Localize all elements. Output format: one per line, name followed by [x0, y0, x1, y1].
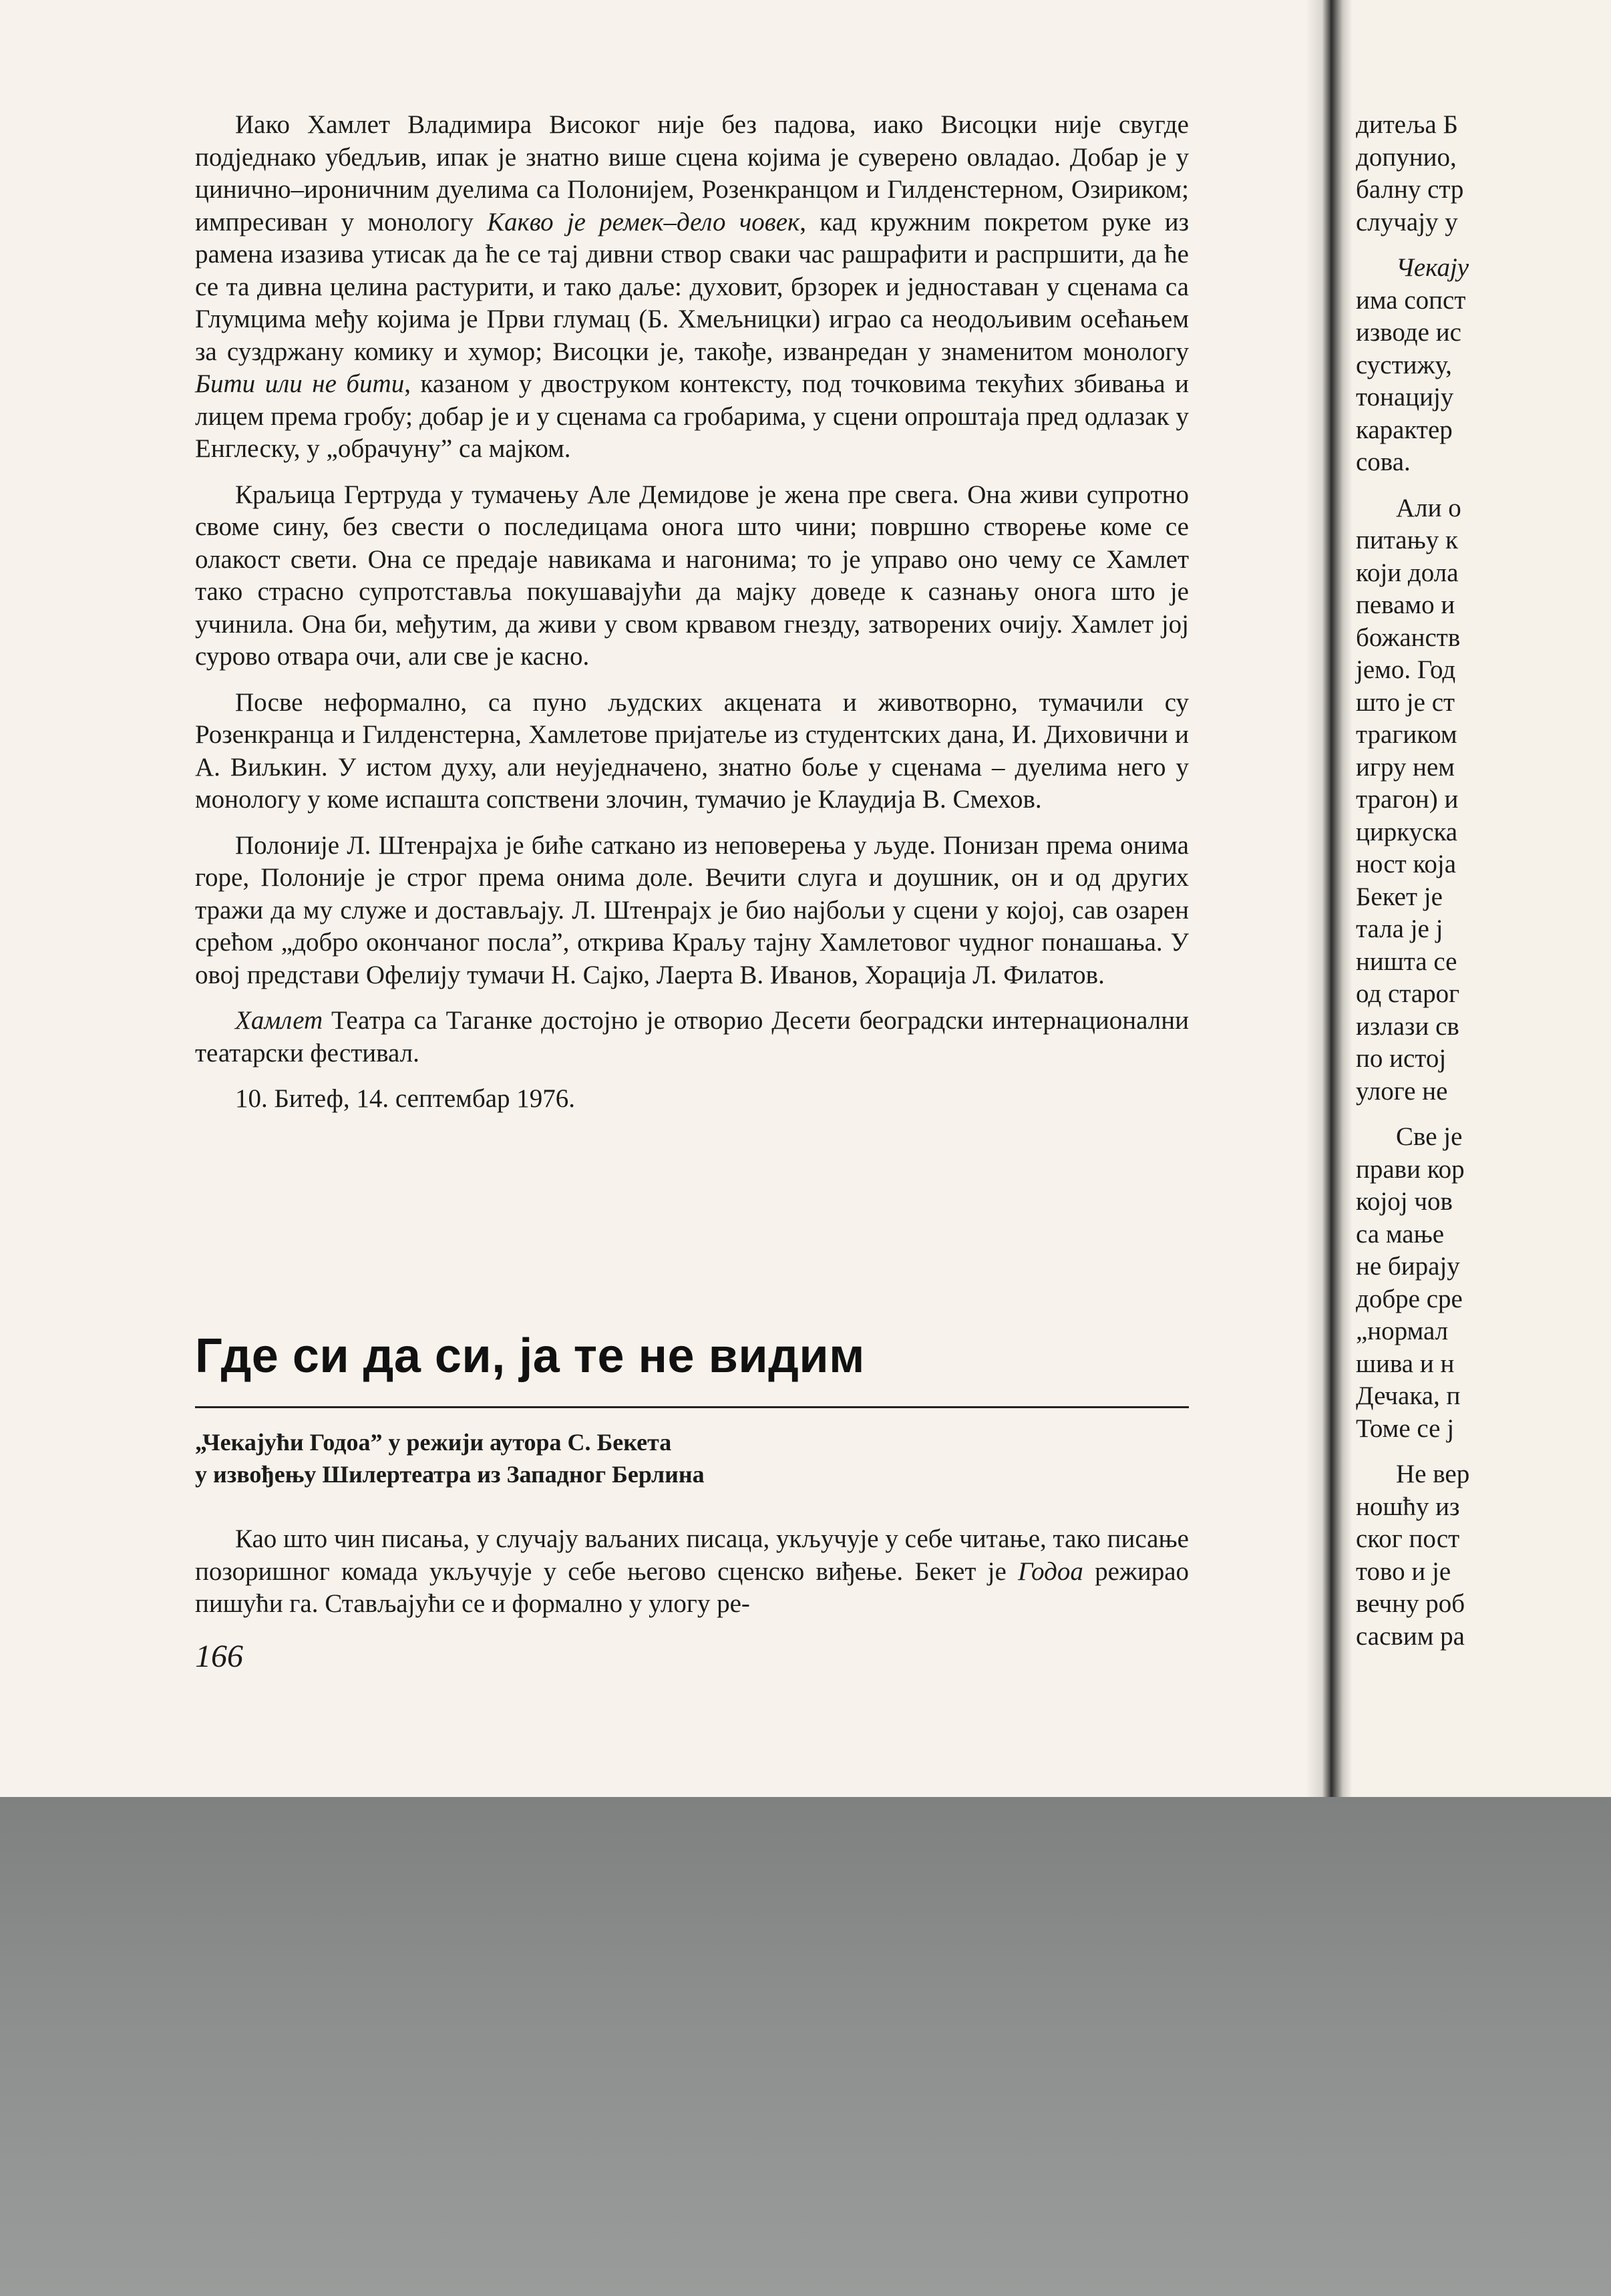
left-page-body	[195, 109, 1189, 1129]
right-page-line: ског пост	[1356, 1524, 1460, 1553]
right-page-line: шива и н	[1356, 1349, 1455, 1378]
right-page-text	[1356, 109, 1611, 1653]
right-page-line: ност која	[1356, 850, 1457, 878]
article-subtitle	[195, 1426, 1189, 1490]
right-page-gap	[1356, 238, 1611, 252]
right-page-line: трагон) и	[1356, 785, 1459, 814]
right-page-line: вечну роб	[1356, 1589, 1465, 1618]
right-page-line: по истој	[1356, 1044, 1447, 1073]
article-paragraph: Као што чин писања, у случају ваљаних писаца, укључује у себе читање, тако писање позоришног комада укључује у себе његово сценско виђење. Бекет је Годоа режирао пишући га. Стављајући се и формално у улогу ре-	[195, 1524, 1190, 1618]
right-page-line: Дечака, п	[1356, 1381, 1461, 1410]
right-page-line: има сопст	[1356, 285, 1466, 315]
right-page-line: сова.	[1356, 448, 1411, 476]
right-page-line: са мање	[1356, 1219, 1445, 1249]
right-page-line: допунио,	[1356, 142, 1457, 172]
right-page-line: питању к	[1356, 526, 1458, 554]
subtitle-line-1: „Чекајући Годоа” у режији аутора С. Бекета	[195, 1429, 672, 1456]
date-line: 10. Битеф, 14. септембар 1976.	[235, 1084, 576, 1113]
right-page-line: што је ст	[1356, 687, 1455, 717]
right-page-line: балну стр	[1356, 175, 1464, 204]
book-gutter	[1306, 0, 1353, 1797]
right-page-line: тово и је	[1356, 1556, 1451, 1586]
right-page-gap	[1356, 479, 1611, 492]
right-page-line: Али о	[1396, 493, 1461, 522]
right-page-line: тонацију	[1356, 383, 1454, 412]
right-page-line: који дола	[1356, 558, 1459, 587]
right-page-line: Бекет је	[1356, 882, 1443, 911]
right-page-line: Не вер	[1396, 1460, 1470, 1488]
right-page-line: којој чов	[1356, 1187, 1453, 1216]
paragraph-festival: Хамлет Театра са Таганке достојно је отворио Десети београдски интернационални театарски фестивал.	[195, 1006, 1189, 1068]
right-page-line: божанств	[1356, 623, 1461, 652]
right-page-gap	[1356, 1445, 1611, 1458]
paragraph-polonius: Полоније Л. Штенрајха је биће саткано из неповерења у људе. Понизан према онима горе, Полоније је строг према онима доле. Вечити слуга и доушник, он и од других тражи да му служе и достављају. Л. Штенрајх је био најбољи у сцени у којој, сав озарен срећом „добро окончаног посла”, открива Краљу тајну Хамлетовог чудног понашања. У овој представи Офелију тумачи Н. Сајко, Лаерта В. Иванов, Хорација Л. Филатов.	[195, 830, 1189, 989]
right-page-line: дитеља Б	[1356, 110, 1458, 139]
right-page-line: добре сре	[1356, 1284, 1463, 1313]
subtitle-line-2: у извођењу Шилертеатра из Западног Берлина	[195, 1461, 705, 1488]
scanner-background	[0, 1797, 1611, 2296]
paragraph-gertrude: Краљица Гертруда у тумачењу Але Демидове је жена пре свега. Она живи супротно своме сину, без свести о последицама онога што чини; површно створење коме се олакост свети. Она се предаје навикама и нагонима; то је управо оно чему се Хамлет тако страсно супротставља покушавајући да мајку доведе к сазнању онога што је учинила. Она би, међутим, да живи у свом крвавом гнезду, затворених очију. Хамлет јој сурово отвара очи, али све је касно.	[195, 480, 1189, 671]
right-page-line: Чекају	[1396, 253, 1469, 282]
right-page-line: трагиком	[1356, 720, 1457, 749]
right-page-line: ношћу из	[1356, 1492, 1460, 1521]
right-page-line: „нормал	[1356, 1317, 1449, 1345]
right-page-line: Томе се ј	[1356, 1414, 1455, 1443]
right-page-line: тала је ј	[1356, 915, 1443, 943]
right-page-line: прави кор	[1356, 1154, 1465, 1184]
right-page-line: не бирају	[1356, 1252, 1460, 1281]
right-page-line: карактер	[1356, 415, 1453, 444]
title-rule	[195, 1406, 1189, 1408]
right-page-line: сасвим ра	[1356, 1621, 1465, 1651]
right-page-line: ништа се	[1356, 947, 1457, 976]
right-page-line: излази св	[1356, 1011, 1459, 1041]
article-body	[195, 1523, 1189, 1621]
article-title: Где си да си, ја те не видим	[195, 1329, 865, 1383]
right-page-gap	[1356, 1108, 1611, 1121]
page-number: 166	[195, 1639, 243, 1674]
right-page-line: игру нем	[1356, 752, 1455, 782]
paragraph-rosencrantz: Посве неформално, са пуно људских акцената и животворно, тумачили су Розенкранца и Гилденстерна, Хамлетове пријатеље из студентских дана, И. Диховични и А. Виљкин. У истом духу, али неуједначено, знатно боље у сценама – дуелима него у монологу у коме испашта сопствени злочин, тумачио је Клаудија В. Смехов.	[195, 687, 1189, 814]
right-page-line: Све је	[1396, 1122, 1463, 1151]
right-page-line: сустижу,	[1356, 350, 1452, 379]
paragraph-hamlet-vysotsky: Иако Хамлет Владимира Високог није без падова, иако Висоцки није свугде подједнако убедљив, ипак је знатно више сцена којима је суверено овладао. Добар је у цинично–ироничним дуелима са Полонијем, Розенкранцом и Гилденстерном, Озириком; импресиван у монологу Какво је ремек–дело човек, кад кружним покретом руке из рамена изазива утисак да ће се тај дивни створ сваки час рашрафити и распршити, да ће се та дивна целина растурити, и тако даље: духовит, брзорек и једноставан у сценама са Глумцима међу којима је Први глумац (Б. Хмељницки) играо са неодољивим осећањем за суздржану комику и хумор; Висоцки је, такође, изванредан у знаменитом монологу Бити или не бити, казаном у двоструком контексту, под точковима текућих збивања и лицем према гробу; добар је и у сценама са гробарима, у сцени опроштаја пред одлазак у Енглеску, у „обрачуну” са мајком.	[195, 110, 1189, 463]
right-page-line: изводе ис	[1356, 318, 1461, 347]
right-page-line: улоге не	[1356, 1076, 1448, 1106]
right-page-line: јемо. Год	[1356, 655, 1456, 684]
right-page-line: циркуска	[1356, 817, 1458, 846]
right-page-line: случају у	[1356, 207, 1458, 236]
right-page-line: од старог	[1356, 979, 1460, 1008]
right-page-line: певамо и	[1356, 591, 1455, 619]
